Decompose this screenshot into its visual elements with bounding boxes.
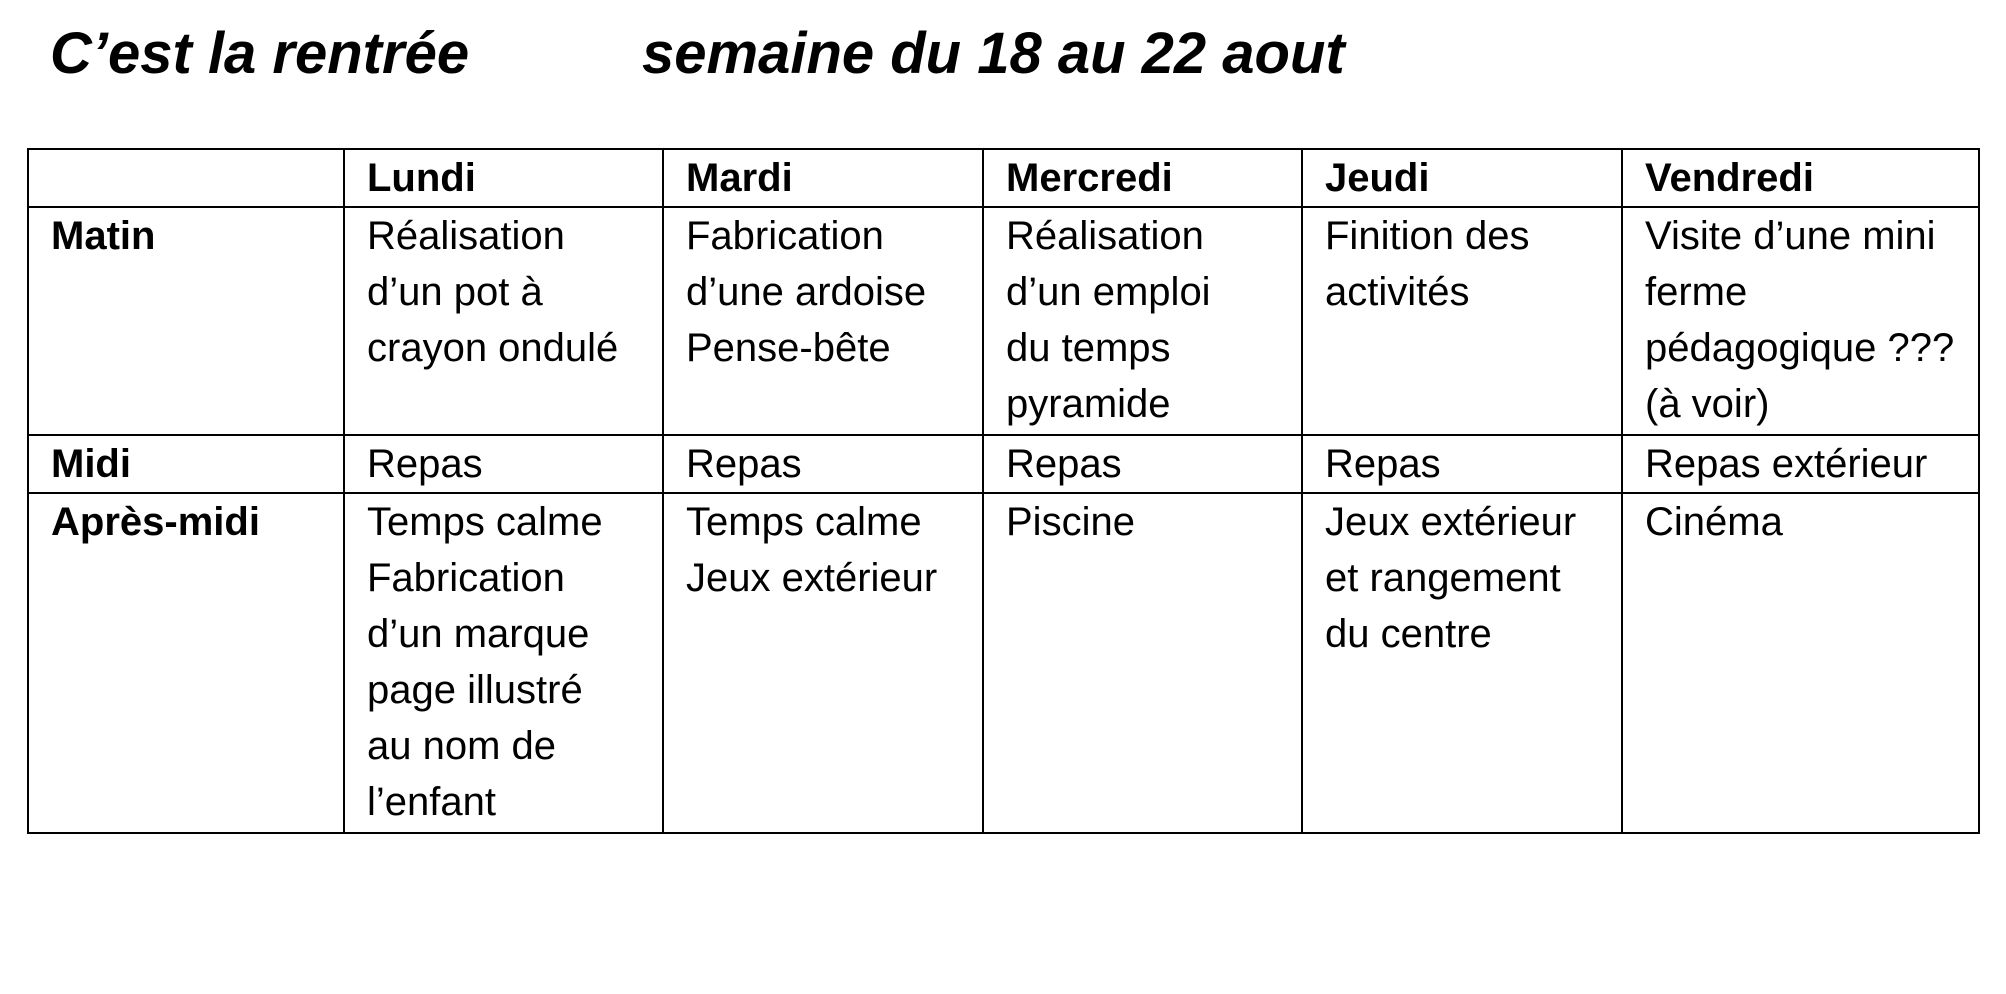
title-week: semaine du 18 au 22 aout (642, 21, 1345, 86)
title-main: C’est la rentrée (50, 21, 470, 86)
cell-matin-mardi: Fabrication d’une ardoise Pense-bête (663, 207, 983, 435)
cell-apres-midi-mercredi: Piscine (983, 493, 1302, 833)
cell-midi-vendredi: Repas extérieur (1622, 435, 1979, 493)
header-day-lundi: Lundi (344, 149, 663, 207)
header-day-mardi: Mardi (663, 149, 983, 207)
cell-apres-midi-mardi: Temps calme Jeux extérieur (663, 493, 983, 833)
cell-apres-midi-vendredi: Cinéma (1622, 493, 1979, 833)
cell-midi-lundi: Repas (344, 435, 663, 493)
cell-matin-mercredi: Réalisation d’un emploi du temps pyramide (983, 207, 1302, 435)
table-row-matin (28, 207, 1979, 435)
cell-midi-mardi: Repas (663, 435, 983, 493)
header-day-jeudi: Jeudi (1302, 149, 1622, 207)
cell-matin-lundi: Réalisation d’un pot à crayon ondulé (344, 207, 663, 435)
table-row-apres-midi (28, 493, 1979, 833)
table-row-midi (28, 435, 1979, 493)
cell-midi-jeudi: Repas (1302, 435, 1622, 493)
cell-matin-jeudi: Finition des activités (1302, 207, 1622, 435)
cell-apres-midi-jeudi: Jeux extérieur et rangement du centre (1302, 493, 1622, 833)
cell-apres-midi-lundi: Temps calme Fabrication d’un marque page illustré au nom de l’enfant (344, 493, 663, 833)
cell-midi-mercredi: Repas (983, 435, 1302, 493)
table-header-row (28, 149, 1979, 207)
header-corner-cell (28, 149, 344, 207)
header-day-vendredi: Vendredi (1622, 149, 1979, 207)
row-label-midi: Midi (28, 435, 344, 493)
row-label-matin: Matin (28, 207, 344, 435)
schedule-table (27, 148, 1980, 834)
header-day-mercredi: Mercredi (983, 149, 1302, 207)
row-label-apres-midi: Après-midi (28, 493, 344, 833)
cell-matin-vendredi: Visite d’une mini ferme pédagogique ??? (à voir) (1622, 207, 1979, 435)
page-title (50, 14, 1950, 94)
